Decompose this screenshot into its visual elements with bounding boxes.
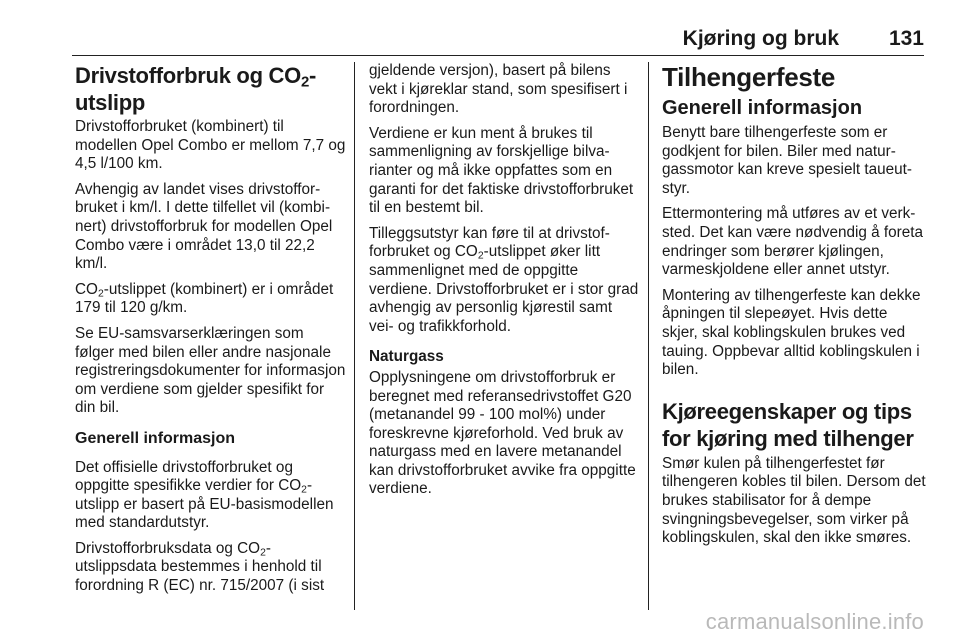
- paragraph: Verdiene er kun ment å brukes til sammenligning av forskjellige bilvarianter og må ikke oppfattes som en garanti for det faktiske drivstofforbruket til en bestemt bil.: [369, 124, 634, 217]
- paragraph: Drivstofforbruket (kombinert) til modellen Opel Combo er mellom 7,7 og 4,5 l/100 km.: [75, 118, 346, 173]
- section-heading-towbar: Tilhengerfeste: [662, 62, 836, 92]
- page-number: 131: [888, 27, 924, 50]
- paragraph: Det offisielle drivstofforbruket og oppgitte spesifikke verdier for $CO_2$-utslipp er basert på EU-basismodellen med standardutstyr.: [75, 458, 334, 532]
- header-rule: [72, 55, 924, 56]
- column-1: [75, 62, 347, 603]
- paragraph: Opplysningene om drivstofforbruk er beregnet med referansedrivstoffet G20 (metanandel 99 - 100 mol%) under foreskrevne kjøreforhold. Ved bruk av naturgass med en lavere metanandel kan drivstofforbruket avvike fra oppgitte verdiene.: [369, 368, 636, 498]
- paragraph: Tilleggsutstyr kan føre til at drivstofforbruket og $CO_2$-utslippet øker litt sammenlignet med de oppgitte verdiene. Drivstofforbruket er i stor grad avhengig av personlig kjørestil samt vei- og trafikkforhold.: [369, 224, 639, 335]
- subheading-general-info: Generell informasjon: [662, 97, 863, 119]
- section-heading-trailer-driving: Kjøreegenskaper og tips for kjøring med tilhenger: [662, 398, 914, 451]
- paragraph: Smør kulen på tilhengerfestet før tilhengeren kobles til bilen. Dersom det brukes stabilisator for å dempe svingningsbevegelser, som virker på koblingskulen, skal den ikke smøres.: [662, 454, 926, 547]
- paragraph: $CO_2$-utslippet (kombinert) er i området 179 til 120 g/km.: [75, 280, 334, 317]
- paragraph: Se EU-samsvarserklæringen som følger med bilen eller andre nasjonale registreringsdokumenter for informasjon om verdiene som gjelder spesifikt for din bil.: [75, 324, 346, 417]
- column-3: [662, 62, 927, 555]
- subheading-general-info: Generell informasjon: [75, 429, 236, 447]
- paragraph: Avhengig av landet vises drivstofforbruket i km/l. I dette tilfellet vil (kombinert) drivstofforbruk for modellen Opel Combo være i området 13,0 til 22,2 km/l.: [75, 180, 333, 273]
- running-header-title: Kjøring og bruk: [682, 27, 839, 50]
- column-divider-2: [648, 62, 649, 610]
- column-divider-1: [354, 62, 355, 610]
- watermark: carmanualsonline.info: [705, 609, 924, 634]
- section-heading-fuel-co2: Drivstofforbruk og $CO_2$-utslipp: [75, 63, 316, 115]
- paragraph: gjeldende versjon), basert på bilens vekt i kjøreklar stand, som spesifisert i forordningen.: [369, 62, 628, 117]
- paragraph: Benytt bare tilhengerfeste som er godkjent for bilen. Biler med naturgassmotor kan kreve spesielt taueutstyr.: [662, 124, 912, 197]
- paragraph: Drivstofforbruksdata og $CO_2$-utslippsdata bestemmes i henhold til forordning R (EC) nr. 715/2007 (i sist: [75, 539, 325, 595]
- column-2: [369, 62, 639, 506]
- paragraph: Montering av tilhengerfeste kan dekke åpningen til slepeøyet. Hvis dette skjer, skal koblingskulen brukes ved tauing. Oppbevar alltid koblingskulen i bilen.: [662, 286, 921, 379]
- subheading-natural-gas: Naturgass: [369, 348, 444, 366]
- paragraph: Ettermontering må utføres av et verksted. Det kan være nødvendig å foreta endringer som berører kjølingen, varmeskjoldene eller annet utstyr.: [662, 205, 924, 279]
